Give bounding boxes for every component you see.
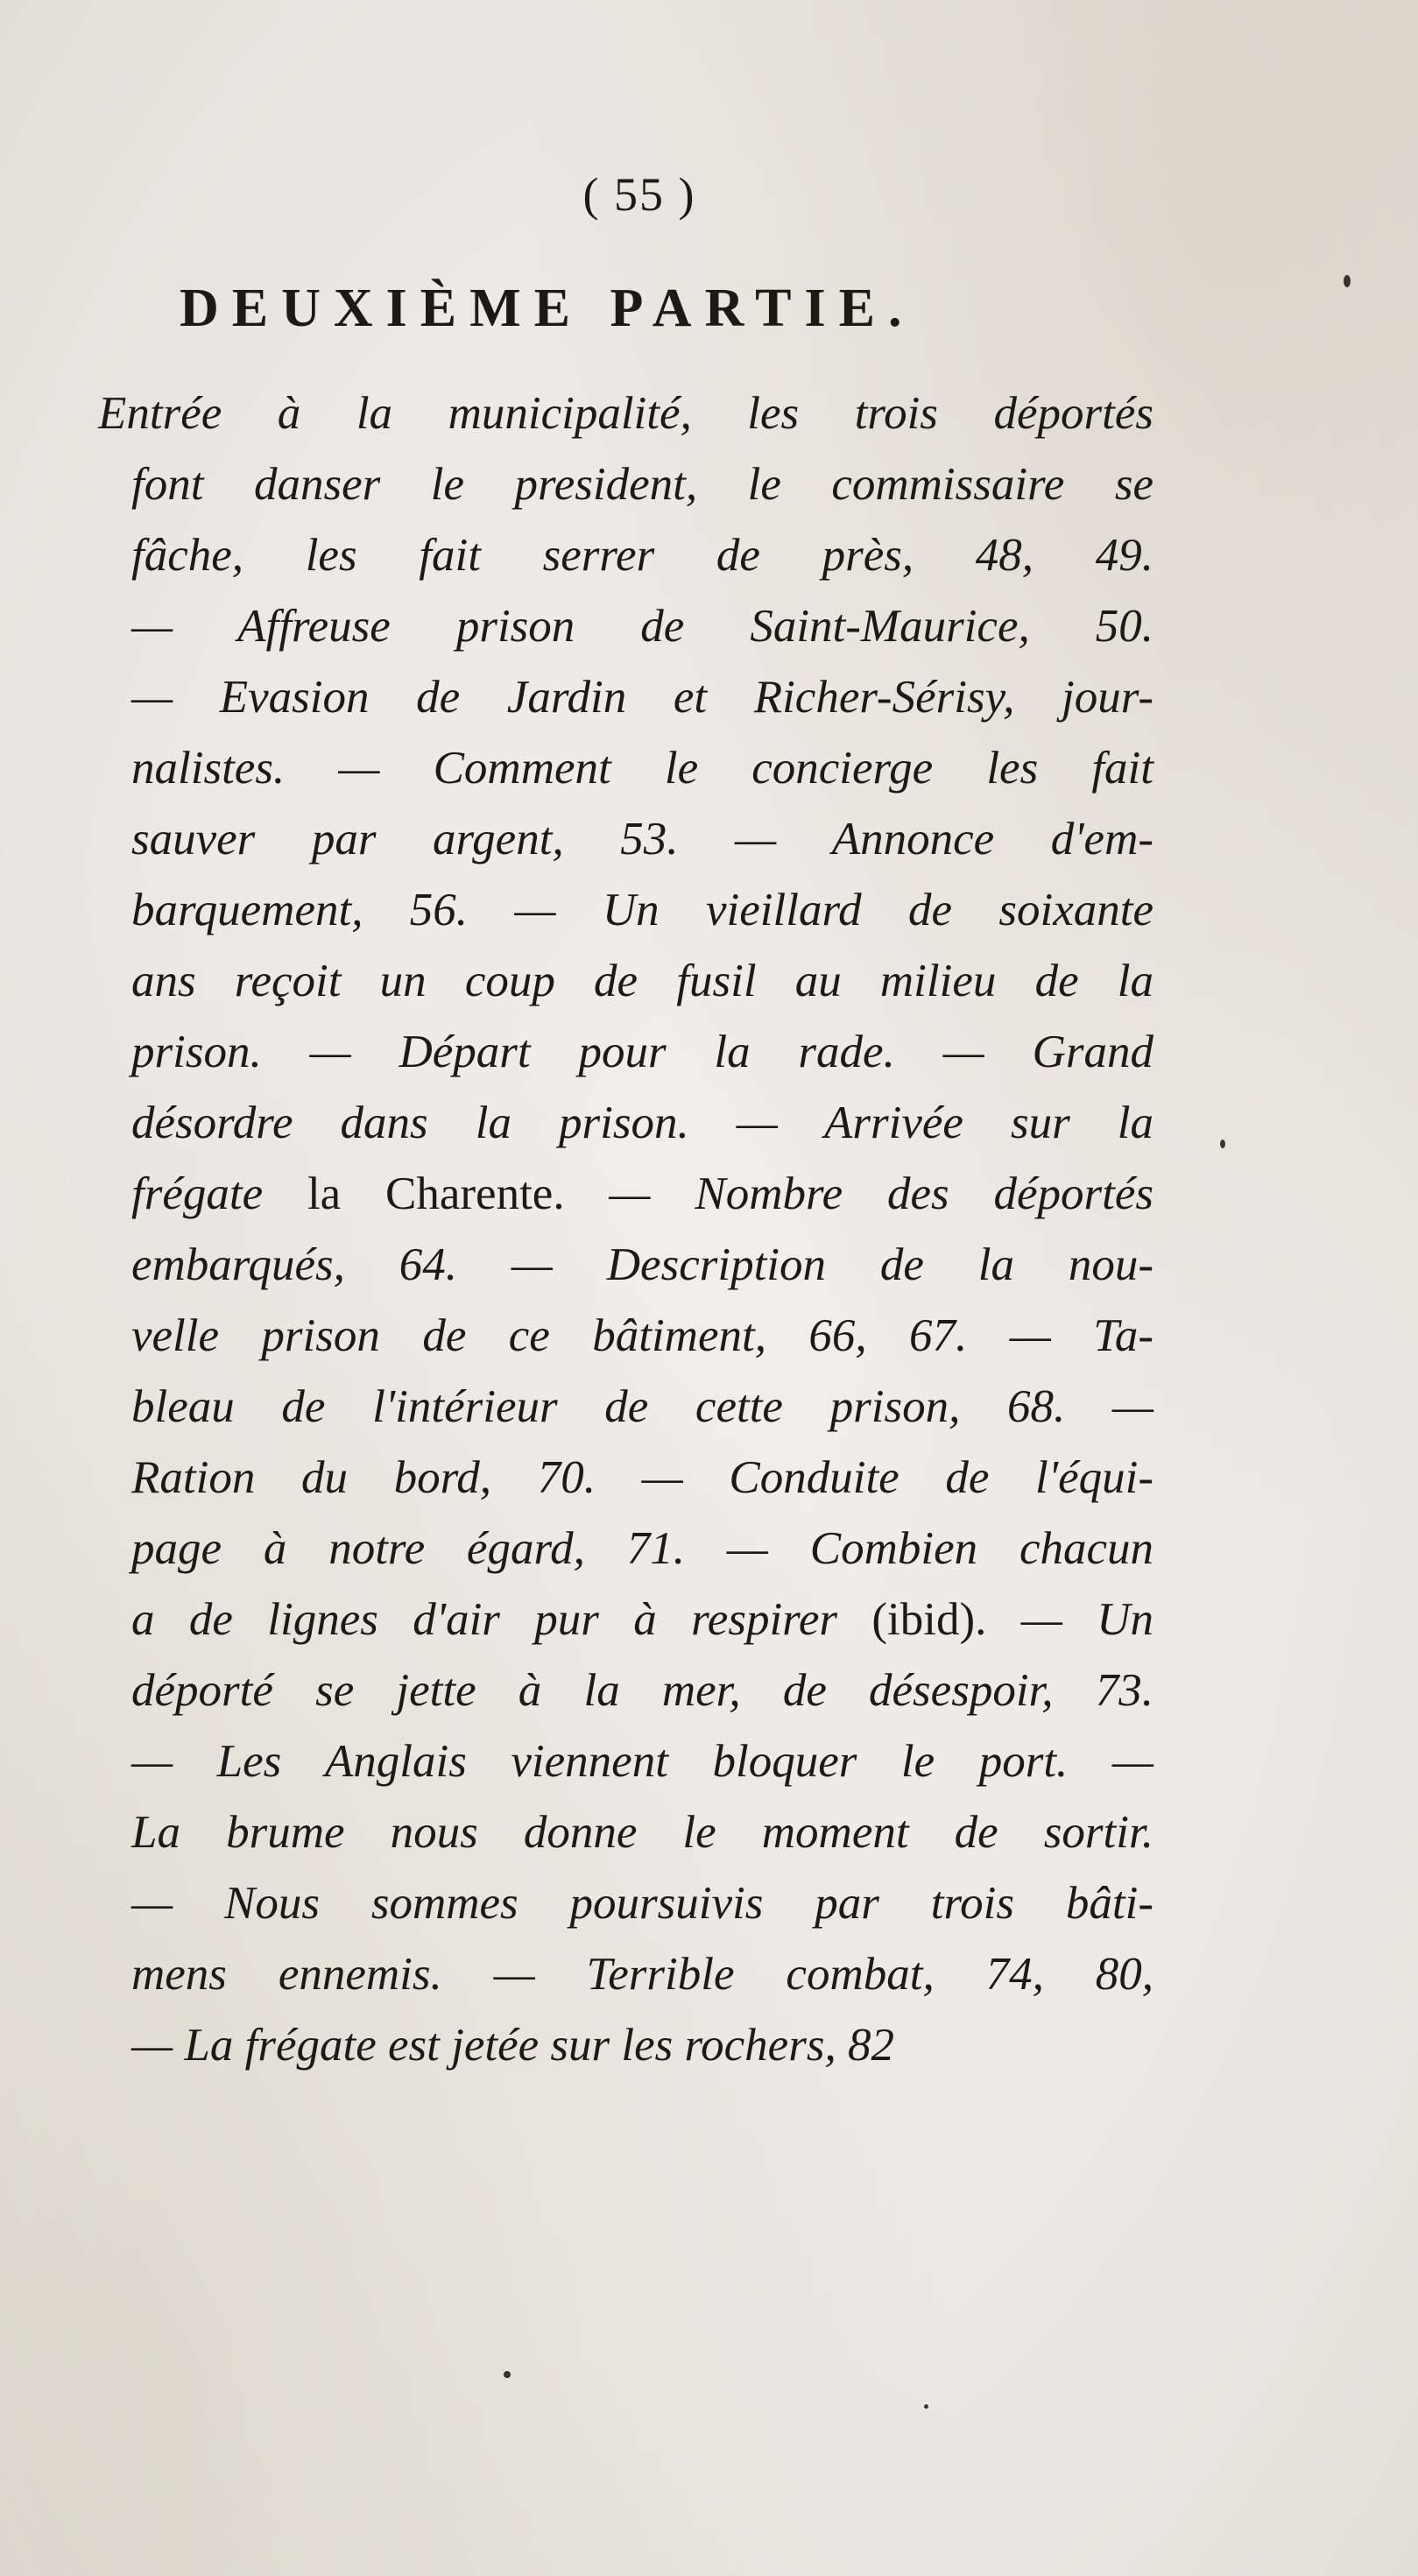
entry-line-text: — Nombre des déportés [609,1168,1153,1219]
entry-line [131,1726,1153,1796]
entry-line [131,1017,1153,1087]
entry-line-text: déporté se jette à la mer, de désespoir, 73. [131,1665,1153,1716]
entry-line [131,804,1153,874]
entry-line [131,733,1153,803]
entry-line-text: bleau de l'intérieur de cette prison, 68. — [131,1381,1153,1432]
entry-line [131,1514,1153,1584]
entry-line [131,946,1153,1016]
ink-speck [504,2371,511,2378]
entry-line [131,662,1153,732]
entry-line [98,378,1153,448]
part-title: DEUXIÈME PARTIE. [180,279,915,338]
entry-line-text: sauver par argent, 53. — Annonce d'em- [131,814,1153,865]
entry-line-text: fâche, les fait serrer de près, 48, 49. [131,530,1153,581]
ship-name: la Charente. [263,1168,610,1219]
entry-line-text: ans reçoit un coup de fusil au milieu de la [131,956,1153,1006]
entry-line [131,1939,1153,2009]
entry-line-text: velle prison de ce bâtiment, 66, 67. — Ta- [131,1310,1153,1361]
entry-line [131,1372,1153,1442]
entry-line-text: — Nous sommes poursuivis par trois bâti- [131,1878,1153,1929]
entry-line-text: font danser le president, le commissaire se [131,459,1153,510]
entry-line [131,449,1153,519]
entry-line-text: — La frégate est jetée sur les rochers, 82 [131,2020,894,2071]
entry-line [131,1443,1153,1513]
entry-line-text: désordre dans la prison. — Arrivée sur la [131,1097,1153,1148]
ink-speck [1220,1140,1225,1148]
entry-line [131,2010,1153,2080]
entry-line [131,1159,1153,1229]
entry-line-text: — Affreuse prison de Saint-Maurice, 50. [131,601,1153,652]
entry-line-text: prison. — Départ pour la rade. — Grand [131,1027,1153,1077]
entry-line [131,520,1153,590]
entry-line [131,875,1153,945]
entry-line-text: La brume nous donne le moment de sortir. [131,1807,1153,1858]
entry-line-text: Entrée à la municipalité, les trois déportés [98,388,1153,439]
entry-line [131,1797,1153,1867]
page-number: ( 55 ) [582,168,696,221]
entry-line-text: frégate [131,1168,264,1219]
entry-line-text: nalistes. — Comment le concierge les fait [131,743,1153,794]
entry-line [131,1868,1153,1938]
entry-line [131,1088,1153,1158]
entry-line-text: — Les Anglais viennent bloquer le port. — [131,1736,1153,1787]
entry-line [131,1301,1153,1371]
entry-line-text: barquement, 56. — Un vieillard de soixante [131,885,1153,935]
ink-speck [924,2404,928,2409]
entry-line [131,1230,1153,1300]
entry-line [131,591,1153,661]
ink-speck [1344,275,1351,287]
entry-line [131,1655,1153,1726]
entry-line-text: Ration du bord, 70. — Conduite de l'équi- [131,1452,1153,1503]
entry-line-text: embarqués, 64. — Description de la nou- [131,1239,1153,1290]
entry-line-text: a de lignes d'air pur à respirer [131,1594,837,1645]
entry-line [131,1584,1153,1655]
ibid-reference: (ibid). [836,1594,1021,1645]
entry-line-text: — Evasion de Jardin et Richer-Sérisy, jour- [131,672,1153,723]
entry-line-text: mens ennemis. — Terrible combat, 74, 80, [131,1949,1153,2000]
entry-line-text: — Un [1020,1594,1154,1645]
entry-line-text: page à notre égard, 71. — Combien chacun [131,1523,1153,1574]
